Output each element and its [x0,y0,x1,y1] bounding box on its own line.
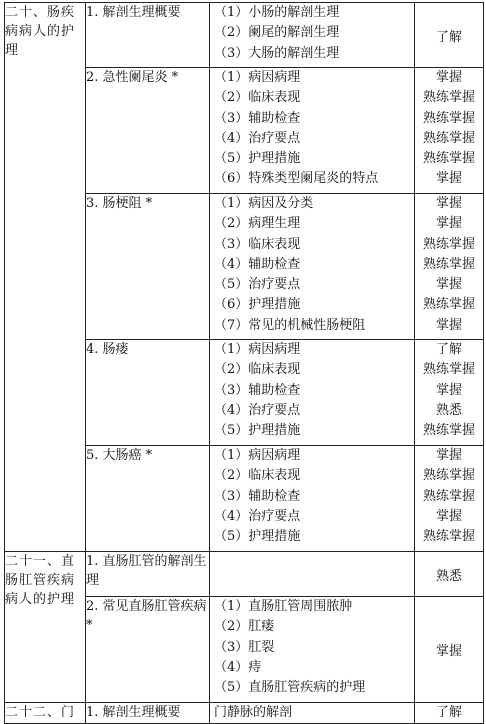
topic-title: 1. 直肠肛管的解剖生理 [86,552,210,597]
requirement-cell [415,3,484,68]
requirement-cell [415,68,484,194]
topic-title: 2. 常见直肠肛管疾病 * [86,597,210,703]
detail-line: 门静脉的解剖 [214,705,293,720]
requirement-level: 熟练掌握 [422,468,475,484]
topic-details [210,3,415,68]
detail-line: （6）护理措施 [214,297,301,313]
detail-line: （5）直肠肛管疾病的护理 [214,680,366,696]
detail-line: （5）护理措施 [214,423,301,439]
detail-line: （3）辅助检查 [214,382,301,398]
requirement-level: 熟练掌握 [422,423,475,439]
topic-details [210,68,415,194]
requirement-level: 熟练掌握 [422,90,475,106]
requirement-level: 掌握 [435,277,462,293]
requirement-level: 掌握 [435,448,462,463]
syllabus-table [4,2,484,724]
requirement-cell [415,552,484,597]
requirement-level: 熟练掌握 [422,256,475,272]
detail-line: （5）治疗要点 [214,277,301,293]
requirement-level: 熟练掌握 [422,151,475,167]
topic-details [210,194,415,340]
detail-line: （1）直肠肛管周围脓肿 [214,599,353,614]
topic-title: 1. 解剖生理概要 [86,703,210,724]
topic-title: 1. 解剖生理概要 [86,3,210,68]
topic-title: 5. 大肠癌 * [86,446,210,552]
detail-line: （1）病因病理 [214,448,301,463]
requirement-cell [415,194,484,340]
detail-line: （1）病因病理 [214,342,301,357]
requirement-level: 掌握 [435,382,462,398]
requirement-level: 熟练掌握 [422,110,475,126]
detail-line: （3）辅助检查 [214,488,301,504]
detail-line: （3）辅助检查 [214,110,301,126]
requirement-cell [415,597,484,703]
requirement-cell [415,446,484,552]
detail-line: （1）小肠的解剖生理 [214,5,340,20]
topic-details [210,703,415,724]
unit-title: 二十一、直肠肛管疾病病人的护理 [5,552,86,703]
requirement-level: 掌握 [435,317,462,333]
requirement-level: 了解 [435,29,462,45]
detail-line: （2）阑尾的解剖生理 [214,25,340,41]
topic-title: 3. 肠梗阻 * [86,194,210,340]
detail-line: （5）护理措施 [214,529,301,545]
unit-title: 二十二、门 [5,703,86,724]
topic-row [5,552,484,597]
unit-title: 二十、肠疾病病人的护理 [5,3,86,552]
requirement-level: 熟练掌握 [422,529,475,545]
requirement-level: 熟练掌握 [422,488,475,504]
detail-line: （2）病理生理 [214,216,301,232]
requirement-level: 熟练掌握 [422,297,475,313]
detail-line: （1）病因病理 [214,70,301,85]
detail-line: （4）治疗要点 [214,508,301,524]
requirement-level: 掌握 [435,644,462,659]
detail-line: （7）常见的机械性肠梗阻 [214,317,366,333]
detail-line: （2）临床表现 [214,90,301,106]
requirement-cell [415,340,484,446]
detail-line: （2）临床表现 [214,468,301,484]
detail-line: （4）治疗要点 [214,402,301,418]
topic-details [210,552,415,597]
requirement-level: 掌握 [435,70,462,85]
detail-line: （1）病因及分类 [214,196,314,211]
requirement-level: 熟悉 [435,402,462,418]
topic-details [210,340,415,446]
topic-details [210,597,415,703]
requirement-level: 熟悉 [435,568,462,584]
requirement-level: 掌握 [435,216,462,232]
topic-title: 2. 急性阑尾炎 * [86,68,210,194]
requirement-level: 熟练掌握 [422,130,475,146]
requirement-level: 熟练掌握 [422,362,475,378]
detail-line: （5）护理措施 [214,151,301,167]
detail-line: （2）肛瘘 [214,619,275,635]
requirement-level: 掌握 [435,196,462,211]
requirement-level: 熟练掌握 [422,236,475,252]
detail-line: （6）特殊类型阑尾炎的特点 [214,171,379,187]
requirement-level: 掌握 [435,171,462,187]
requirement-cell [415,703,484,724]
topic-row [5,703,484,724]
topic-details [210,446,415,552]
detail-line: （4）治疗要点 [214,130,301,146]
detail-line: （4）辅助检查 [214,256,301,272]
detail-line: （2）临床表现 [214,362,301,378]
topic-row [5,3,484,68]
detail-line: （4）痔 [214,659,262,675]
topic-title: 4. 肠瘘 [86,340,210,446]
requirement-level: 掌握 [435,508,462,524]
detail-line: （3）肛裂 [214,639,275,655]
detail-line: （3）临床表现 [214,236,301,252]
detail-line: （3）大肠的解剖生理 [214,45,340,61]
requirement-level: 了解 [435,705,462,720]
requirement-level: 了解 [435,342,462,357]
